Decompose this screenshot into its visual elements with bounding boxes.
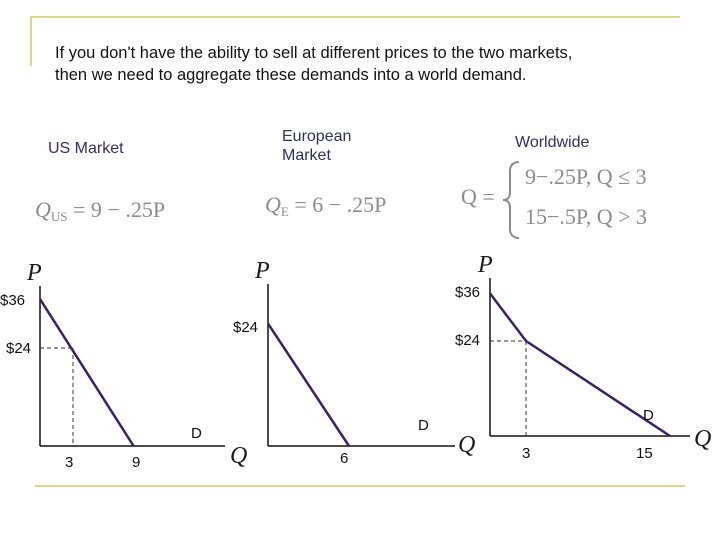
us-p-axis-label: P xyxy=(27,260,42,286)
us-eq-rhs: = 9 − .25P xyxy=(73,197,166,222)
us-tick-3: 3 xyxy=(65,454,74,471)
eu-demand-line xyxy=(268,324,349,446)
world-eq-row-2: 15−.5P, Q > 3 xyxy=(525,204,647,229)
eu-label-line-2: Market xyxy=(282,147,331,164)
eu-eq-sub: E xyxy=(280,204,289,219)
world-demand-label: D xyxy=(643,407,654,424)
us-market-label: US Market xyxy=(48,140,124,157)
us-demand-line xyxy=(40,299,134,446)
world-plot xyxy=(455,252,711,462)
heading-line-2: then we need to aggregate these demands into a world demand. xyxy=(55,66,527,84)
world-tick-36: $36 xyxy=(455,284,481,301)
worldwide-label: Worldwide xyxy=(515,134,590,151)
world-tick-24: $24 xyxy=(455,332,481,349)
us-market-plot xyxy=(0,260,247,471)
world-eq-row-1: 9−.25P, Q ≤ 3 xyxy=(525,164,647,189)
heading-line-1: If you don't have the ability to sell at different prices to the two markets, xyxy=(55,44,573,62)
world-eq-lhs: Q = xyxy=(461,184,495,209)
us-eq-sub: US xyxy=(50,209,68,224)
eu-eq-rhs: = 6 − .25P xyxy=(294,192,387,217)
us-q-axis-label: Q xyxy=(230,443,248,469)
eu-p-axis-label: P xyxy=(255,258,270,284)
eu-q-axis-label: Q xyxy=(458,432,476,458)
us-tick-9: 9 xyxy=(132,454,141,471)
world-tick-15: 15 xyxy=(636,445,653,462)
eu-tick-24: $24 xyxy=(233,319,259,336)
eu-label-line-1: European xyxy=(282,128,352,145)
eu-demand-label: D xyxy=(418,417,429,434)
us-tick-36: $36 xyxy=(0,292,26,309)
world-p-axis-label: P xyxy=(478,252,493,278)
world-tick-3: 3 xyxy=(522,445,531,462)
eu-tick-6: 6 xyxy=(340,450,349,467)
us-eq-lhs: Q xyxy=(35,197,51,222)
us-demand-label: D xyxy=(191,425,202,442)
world-q-axis-label: Q xyxy=(694,426,712,452)
us-tick-24: $24 xyxy=(6,340,32,357)
eu-market-plot xyxy=(233,258,475,467)
eu-eq-lhs: Q xyxy=(265,192,281,217)
